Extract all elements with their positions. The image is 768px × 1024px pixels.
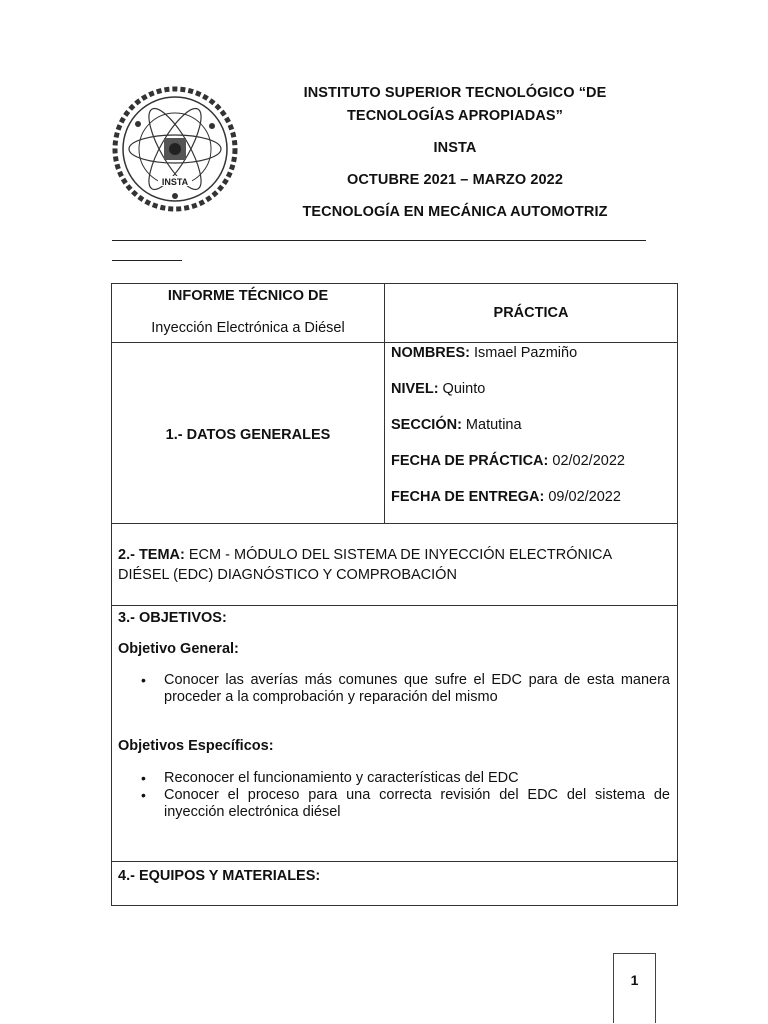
specific-objective-1: Reconocer el funcionamiento y características del EDC bbox=[164, 770, 519, 786]
field-fecha-entrega: FECHA DE ENTREGA: 09/02/2022 bbox=[391, 489, 621, 505]
insta-logo bbox=[108, 84, 243, 214]
report-subject: Inyección Electrónica a Diésel bbox=[151, 320, 345, 336]
header-rule-short bbox=[112, 260, 182, 261]
field-seccion: SECCIÓN: Matutina bbox=[391, 417, 522, 433]
bullet-dot: • bbox=[141, 787, 146, 803]
report-title: INFORME TÉCNICO DE bbox=[167, 288, 329, 304]
header-rule-long bbox=[112, 240, 646, 241]
tema-line2: DIÉSEL (EDC) DIAGNÓSTICO Y COMPROBACIÓN bbox=[118, 567, 457, 583]
specific-objectives-label: Objetivos Específicos: bbox=[118, 738, 274, 754]
equipment-cell bbox=[111, 861, 678, 906]
field-nivel: NIVEL: Quinto bbox=[391, 381, 486, 397]
bullet-dot: • bbox=[141, 770, 146, 786]
academic-period: OCTUBRE 2021 – MARZO 2022 bbox=[346, 172, 564, 188]
field-fecha-practica: FECHA DE PRÁCTICA: 02/02/2022 bbox=[391, 453, 625, 469]
tema-line1: 2.- TEMA: ECM - MÓDULO DEL SISTEMA DE INYECCIÓN ELECTRÓNICA bbox=[118, 547, 613, 563]
page-number: 1 bbox=[630, 972, 639, 988]
institute-acronym: INSTA bbox=[433, 140, 477, 156]
field-nombres: NOMBRES: Ismael Pazmiño bbox=[391, 345, 578, 361]
general-objective-text: Conocer las averías más comunes que sufre el EDC para de esta manera proceder a la comprobación y reparación del mismo bbox=[164, 672, 670, 705]
logo-wordmark: INSTA bbox=[161, 177, 189, 187]
general-data-cell bbox=[111, 342, 385, 524]
career-name: TECNOLOGÍA EN MECÁNICA AUTOMOTRIZ bbox=[302, 204, 608, 220]
equipment-label: 4.- EQUIPOS Y MATERIALES: bbox=[118, 868, 321, 884]
general-data-label: 1.- DATOS GENERALES bbox=[165, 427, 331, 443]
institute-name-line1: INSTITUTO SUPERIOR TECNOLÓGICO “DE bbox=[303, 85, 607, 101]
general-objective-label: Objetivo General: bbox=[118, 641, 239, 657]
objectives-label: 3.- OBJETIVOS: bbox=[118, 610, 227, 626]
report-title-cell bbox=[111, 283, 385, 343]
page-number-box bbox=[613, 953, 656, 1023]
bullet-dot: • bbox=[141, 672, 146, 688]
tema-cell bbox=[111, 523, 678, 606]
practice-cell bbox=[384, 283, 678, 343]
institute-name-line2: TECNOLOGÍAS APROPIADAS” bbox=[346, 108, 564, 124]
practice-label: PRÁCTICA bbox=[493, 305, 569, 321]
specific-objective-2: Conocer el proceso para una correcta revisión del EDC del sistema de inyección electrónica diésel bbox=[164, 787, 670, 820]
